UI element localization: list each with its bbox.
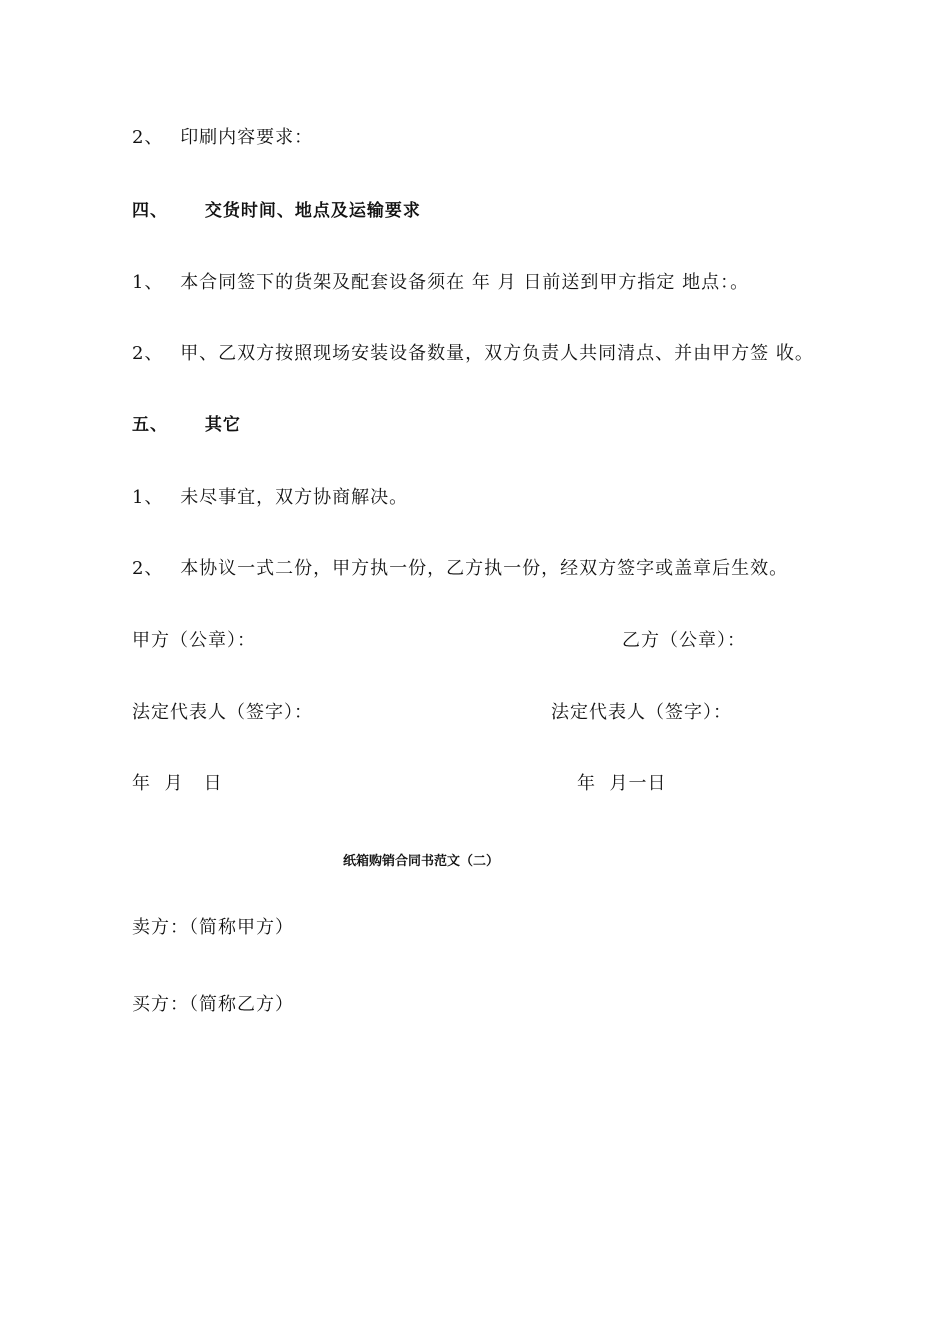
item-number: 2、 bbox=[132, 343, 164, 364]
item-number: 1、 bbox=[132, 272, 164, 293]
item-number: 1、 bbox=[132, 487, 164, 508]
section-4-item-1 bbox=[132, 271, 749, 295]
section-5-heading bbox=[132, 413, 241, 437]
item-text: 甲、乙双方按照现场安装设备数量，双方负责人共同清点、并由甲方签 收。 bbox=[180, 343, 814, 364]
section-number: 五、 bbox=[132, 415, 168, 435]
buyer-line: 买方：（简称乙方） bbox=[132, 994, 294, 1015]
seller-line: 卖方：（简称甲方） bbox=[132, 917, 294, 938]
section-4-item-2 bbox=[132, 342, 814, 366]
party-b-seal: 乙方（公章）： bbox=[622, 630, 746, 651]
party-a-seal: 甲方（公章）： bbox=[132, 630, 256, 651]
section-title: 其它 bbox=[204, 415, 241, 435]
party-a-date: 年 月 日 bbox=[132, 773, 223, 794]
item-text: 印刷内容要求： bbox=[180, 127, 314, 148]
section-number: 四、 bbox=[132, 201, 168, 221]
item-text: 本协议一式二份，甲方执一份，乙方执一份，经双方签字或盖章后生效。 bbox=[180, 558, 789, 579]
item-text: 本合同签下的货架及配套设备须在 年 月 日前送到甲方指定 地点：。 bbox=[180, 272, 750, 293]
item-number: 2、 bbox=[132, 127, 164, 148]
contract-2-title: 纸箱购销合同书范文（二） bbox=[343, 854, 500, 869]
print-requirement-item bbox=[132, 126, 313, 150]
section-title: 交货时间、地点及运输要求 bbox=[204, 201, 421, 221]
party-b-representative: 法定代表人（签字）： bbox=[551, 702, 732, 723]
party-a-representative: 法定代表人（签字）： bbox=[132, 702, 313, 723]
section-5-item-1 bbox=[132, 486, 408, 510]
item-text: 未尽事宜，双方协商解决。 bbox=[180, 487, 409, 508]
section-5-item-2 bbox=[132, 557, 788, 581]
item-number: 2、 bbox=[132, 558, 164, 579]
party-b-date: 年 月一日 bbox=[577, 773, 667, 794]
section-4-heading bbox=[132, 199, 421, 223]
